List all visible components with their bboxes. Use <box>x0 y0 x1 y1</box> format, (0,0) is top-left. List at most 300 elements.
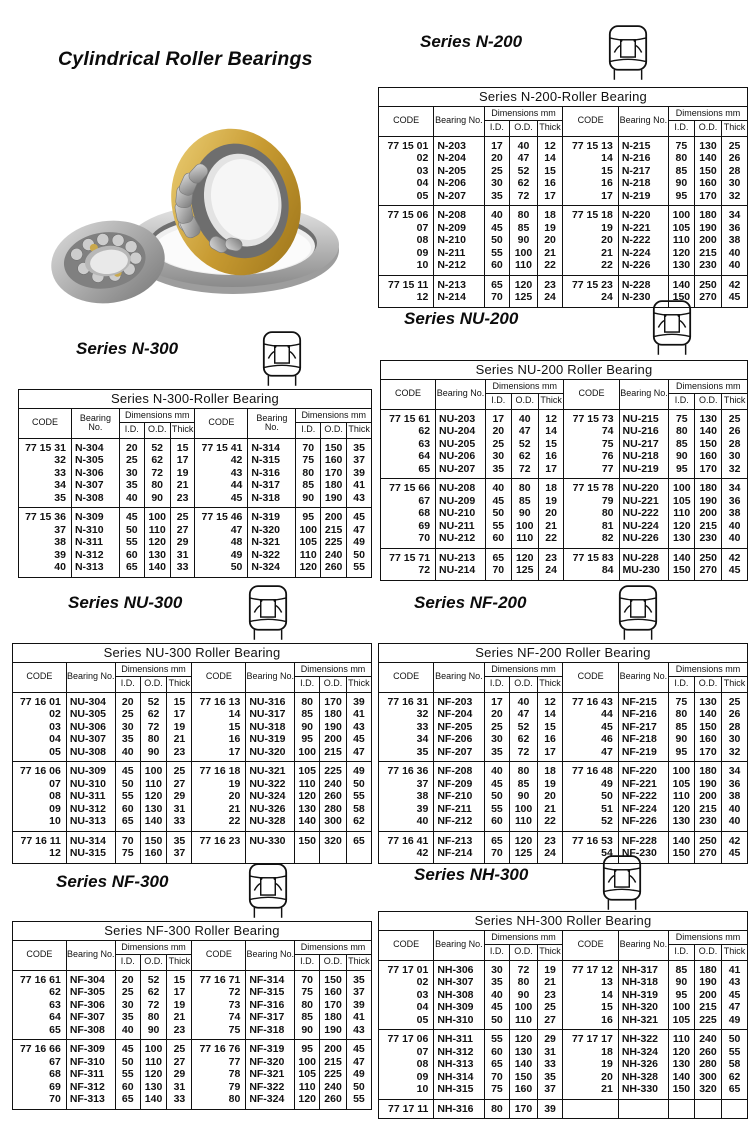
section-title: Series NU-300 <box>68 593 183 612</box>
code-header: CODE <box>192 662 246 692</box>
code-cell: 08 <box>379 234 434 247</box>
table-row <box>13 815 372 831</box>
bearing-no-cell: NU-212 <box>436 532 486 548</box>
od-cell: 125 <box>510 847 537 863</box>
bearing-no-cell: NU-318 <box>246 721 295 734</box>
od-cell: 85 <box>510 222 537 235</box>
bearing-no-cell: NU-314 <box>66 831 115 847</box>
code-cell: 03 <box>379 165 434 178</box>
id-cell: 85 <box>668 721 694 734</box>
od-cell: 150 <box>320 970 347 986</box>
thick-cell: 45 <box>346 733 371 746</box>
bearing-no-header: Bearing No. <box>618 662 668 692</box>
code-cell: 07 <box>379 1046 434 1059</box>
table-row <box>13 847 372 863</box>
thick-cell: 38 <box>722 507 748 520</box>
od-cell: 160 <box>510 1083 537 1099</box>
code-cell: 42 <box>195 454 248 467</box>
bearing-no-cell: NF-209 <box>434 778 484 791</box>
code-cell: 17 <box>563 190 618 206</box>
bearing-cross-section-icon <box>608 24 648 81</box>
table-row <box>379 234 748 247</box>
thick-cell: 65 <box>722 1083 748 1099</box>
id-cell: 35 <box>115 733 140 746</box>
code-cell: 12 <box>13 847 67 863</box>
thick-cell: 35 <box>537 1071 563 1084</box>
id-cell: 80 <box>668 708 694 721</box>
thick-cell: 29 <box>167 790 192 803</box>
thick-cell: 16 <box>537 733 563 746</box>
table-row <box>379 778 748 791</box>
bearing-no-cell: N-312 <box>71 549 119 562</box>
table-row <box>19 479 372 492</box>
id-cell: 20 <box>119 438 144 454</box>
od-cell: 240 <box>320 1081 347 1094</box>
thick-cell: 50 <box>346 1081 371 1094</box>
id-header: I.D. <box>295 955 320 971</box>
id-cell: 100 <box>295 746 320 762</box>
bearing-no-cell: NH-310 <box>434 1014 484 1030</box>
table-row <box>13 733 372 746</box>
table-wrap <box>18 389 372 578</box>
dimensions-header: Dimensions mm <box>485 379 564 394</box>
bearing-no-cell: N-210 <box>434 234 484 247</box>
od-cell: 200 <box>694 234 721 247</box>
od-header: O.D. <box>695 394 722 410</box>
id-cell: 130 <box>668 1058 694 1071</box>
id-cell: 60 <box>484 259 510 275</box>
bearing-no-cell: NF-312 <box>66 1081 115 1094</box>
od-cell: 125 <box>511 564 538 580</box>
code-cell: 45 <box>563 721 618 734</box>
id-cell: 110 <box>669 507 695 520</box>
roller-bearing-table <box>12 921 372 1110</box>
id-cell: 40 <box>484 206 510 222</box>
od-cell: 72 <box>510 960 537 976</box>
thick-cell: 22 <box>537 815 563 831</box>
bearing-no-cell: NF-211 <box>434 803 484 816</box>
table-title: Series N-200-Roller Bearing <box>379 88 748 107</box>
od-cell: 80 <box>140 1011 167 1024</box>
bearing-no-cell: NF-315 <box>246 986 295 999</box>
table-row <box>379 259 748 275</box>
thick-cell: 14 <box>538 425 564 438</box>
od-header: O.D. <box>694 677 721 693</box>
id-cell: 25 <box>484 165 510 178</box>
bearing-no-cell: NF-204 <box>434 708 484 721</box>
code-cell: 77 15 01 <box>379 136 434 152</box>
bearing-cross-section-icon <box>262 330 302 387</box>
bearing-no-cell: NF-308 <box>66 1024 115 1040</box>
bearing-no-cell: NU-217 <box>619 438 669 451</box>
bearing-no-cell: NU-221 <box>619 495 669 508</box>
code-cell: 77 15 71 <box>381 548 436 564</box>
code-cell: 13 <box>563 976 618 989</box>
table-row <box>13 692 372 708</box>
bearing-no-cell: NU-219 <box>619 463 669 479</box>
od-cell: 225 <box>320 1068 347 1081</box>
id-cell: 95 <box>295 733 320 746</box>
bearing-no-cell: NU-330 <box>246 831 295 847</box>
table-row <box>13 831 372 847</box>
od-cell: 215 <box>320 1056 347 1069</box>
bearing-no-cell: N-320 <box>248 524 296 537</box>
code-cell: 77 15 11 <box>379 275 434 291</box>
table-row <box>13 1011 372 1024</box>
thick-cell: 12 <box>538 409 564 425</box>
thick-cell: 55 <box>347 561 372 577</box>
table-row <box>379 960 748 976</box>
od-cell: 150 <box>510 1071 537 1084</box>
od-cell: 150 <box>140 831 167 847</box>
table-row <box>19 438 372 454</box>
id-cell: 130 <box>295 803 320 816</box>
thick-cell: 31 <box>167 1081 192 1094</box>
code-cell: 18 <box>563 1046 618 1059</box>
code-cell: 50 <box>563 790 618 803</box>
od-cell: 120 <box>510 831 537 847</box>
od-cell: 52 <box>510 165 537 178</box>
thick-cell: 43 <box>346 1024 371 1040</box>
thick-cell: 25 <box>167 1040 192 1056</box>
bearing-no-cell: NF-214 <box>434 847 484 863</box>
id-cell: 40 <box>484 762 510 778</box>
table-row <box>13 999 372 1012</box>
code-cell: 77 16 23 <box>192 831 246 847</box>
od-cell: 120 <box>140 1068 167 1081</box>
code-cell: 69 <box>381 520 436 533</box>
id-cell: 100 <box>668 206 694 222</box>
id-cell: 40 <box>115 1024 140 1040</box>
bearing-no-cell: NF-304 <box>66 970 115 986</box>
od-cell: 230 <box>695 532 722 548</box>
code-cell: 77 16 01 <box>13 692 67 708</box>
code-cell: 19 <box>563 1058 618 1071</box>
bearing-no-cell: NH-320 <box>618 1001 668 1014</box>
thick-cell <box>722 1099 748 1119</box>
bearing-no-cell: NU-304 <box>66 692 115 708</box>
thick-cell: 25 <box>170 508 195 524</box>
bearing-no-cell: NU-222 <box>619 507 669 520</box>
code-cell: 72 <box>192 986 246 999</box>
thick-cell: 47 <box>346 1056 371 1069</box>
od-cell: 180 <box>695 479 722 495</box>
table-row <box>13 970 372 986</box>
id-cell: 70 <box>115 831 140 847</box>
code-cell: 52 <box>563 815 618 831</box>
od-cell: 80 <box>140 733 167 746</box>
code-cell: 65 <box>13 1024 67 1040</box>
thick-cell: 39 <box>537 1099 563 1119</box>
thick-cell: 41 <box>347 479 372 492</box>
code-cell: 80 <box>564 507 619 520</box>
code-cell: 16 <box>563 1014 618 1030</box>
thick-cell: 22 <box>538 532 564 548</box>
thick-cell: 40 <box>722 815 748 831</box>
thick-cell: 24 <box>538 564 564 580</box>
thick-cell: 33 <box>537 1058 563 1071</box>
bearing-no-cell: NF-314 <box>246 970 295 986</box>
thick-cell: 34 <box>722 479 748 495</box>
code-header: CODE <box>13 662 67 692</box>
code-cell: 20 <box>563 1071 618 1084</box>
dimensions-header: Dimensions mm <box>484 930 563 945</box>
table-row <box>13 1081 372 1094</box>
id-header: I.D. <box>484 945 510 961</box>
bearing-cross-section-icon <box>652 299 692 356</box>
code-cell: 79 <box>564 495 619 508</box>
thick-cell: 28 <box>722 438 748 451</box>
code-cell: 77 16 71 <box>192 970 246 986</box>
code-cell: 72 <box>381 564 436 580</box>
od-cell: 120 <box>510 1030 537 1046</box>
thick-cell: 23 <box>170 492 195 508</box>
thick-cell: 20 <box>538 507 564 520</box>
thick-cell: 50 <box>346 778 371 791</box>
id-header: I.D. <box>485 394 511 410</box>
bearing-no-cell: NF-205 <box>434 721 484 734</box>
thick-cell: 36 <box>722 222 748 235</box>
table-row <box>13 986 372 999</box>
code-cell: 77 17 06 <box>379 1030 434 1046</box>
thick-cell: 37 <box>167 847 192 863</box>
id-cell: 45 <box>115 762 140 778</box>
id-cell: 35 <box>484 190 510 206</box>
thick-cell: 26 <box>722 708 748 721</box>
code-cell: 49 <box>195 549 248 562</box>
thick-cell: 17 <box>167 986 192 999</box>
od-cell: 80 <box>510 206 537 222</box>
table-row <box>381 495 748 508</box>
od-cell: 240 <box>320 778 347 791</box>
id-cell: 35 <box>485 463 511 479</box>
od-cell: 47 <box>510 708 537 721</box>
bearing-no-cell: NU-319 <box>246 733 295 746</box>
dimensions-header: Dimensions mm <box>484 106 563 121</box>
thick-cell: 17 <box>538 463 564 479</box>
od-cell: 190 <box>695 495 722 508</box>
code-cell: 33 <box>379 721 434 734</box>
id-cell: 55 <box>485 520 511 533</box>
thick-cell: 19 <box>537 778 563 791</box>
thick-cell: 24 <box>537 291 563 307</box>
code-cell: 09 <box>379 1071 434 1084</box>
thick-cell: 50 <box>347 549 372 562</box>
od-cell: 190 <box>321 492 347 508</box>
section-title: Series N-200 <box>420 32 523 51</box>
id-cell: 55 <box>115 1068 140 1081</box>
code-cell: 77 16 36 <box>379 762 434 778</box>
bearing-no-cell: NF-218 <box>618 733 668 746</box>
id-cell: 17 <box>484 136 510 152</box>
id-header: I.D. <box>484 677 510 693</box>
thick-cell: 34 <box>722 206 748 222</box>
id-cell: 25 <box>119 454 144 467</box>
code-cell: 15 <box>192 721 246 734</box>
code-header: CODE <box>381 379 436 409</box>
od-cell: 120 <box>510 275 537 291</box>
id-cell: 140 <box>668 831 694 847</box>
thick-header: Thick <box>346 955 371 971</box>
id-cell: 25 <box>115 708 140 721</box>
dimensions-header: Dimensions mm <box>484 662 563 677</box>
thick-cell: 21 <box>167 1011 192 1024</box>
table-row <box>13 762 372 778</box>
dimensions-header: Dimensions mm <box>669 379 748 394</box>
code-cell: 77 15 18 <box>563 206 618 222</box>
od-cell: 52 <box>140 692 167 708</box>
id-cell: 25 <box>484 721 510 734</box>
thick-cell: 47 <box>722 1001 748 1014</box>
table-row <box>19 492 372 508</box>
od-cell: 200 <box>320 733 347 746</box>
id-cell: 80 <box>668 152 694 165</box>
od-cell: 170 <box>320 999 347 1012</box>
id-cell: 75 <box>295 986 320 999</box>
id-cell: 30 <box>485 450 511 463</box>
bearing-no-cell: NF-309 <box>66 1040 115 1056</box>
dimensions-header: Dimensions mm <box>668 106 747 121</box>
bearing-no-cell: NU-317 <box>246 708 295 721</box>
code-cell: 09 <box>379 247 434 260</box>
id-cell: 75 <box>115 847 140 863</box>
thick-cell: 18 <box>537 206 563 222</box>
od-cell: 190 <box>694 222 721 235</box>
thick-header: Thick <box>167 677 192 693</box>
code-cell: 70 <box>13 1093 67 1109</box>
od-cell: 225 <box>320 762 347 778</box>
code-cell: 14 <box>192 708 246 721</box>
thick-cell: 55 <box>346 1093 371 1109</box>
od-cell: 52 <box>144 438 170 454</box>
bearing-no-cell: NH-307 <box>434 976 484 989</box>
id-cell: 30 <box>484 177 510 190</box>
id-cell: 25 <box>485 438 511 451</box>
id-cell: 140 <box>668 275 694 291</box>
bearing-no-cell: N-317 <box>248 479 296 492</box>
bearing-cross-section-icon <box>248 862 288 924</box>
table-title: Series NU-300 Roller Bearing <box>13 644 372 663</box>
code-cell: 77 16 41 <box>379 831 434 847</box>
bearing-no-cell: NH-306 <box>434 960 484 976</box>
id-cell: 65 <box>115 1093 140 1109</box>
od-cell: 100 <box>510 1001 537 1014</box>
bearing-no-cell: N-206 <box>434 177 484 190</box>
id-cell: 95 <box>668 989 694 1002</box>
thick-cell: 23 <box>537 989 563 1002</box>
od-cell: 270 <box>695 564 722 580</box>
id-cell: 90 <box>296 492 321 508</box>
bearing-no-cell: NF-208 <box>434 762 484 778</box>
od-cell: 100 <box>140 1040 167 1056</box>
thick-cell: 25 <box>537 1001 563 1014</box>
code-cell: 77 15 13 <box>563 136 618 152</box>
od-cell: 80 <box>510 976 537 989</box>
bearing-no-cell: N-305 <box>71 454 119 467</box>
bearing-no-header: Bearing No. <box>619 379 669 409</box>
bearing-no-cell: NF-224 <box>618 803 668 816</box>
bearing-no-cell: NF-320 <box>246 1056 295 1069</box>
bearing-no-cell: NU-204 <box>436 425 486 438</box>
od-cell: 62 <box>140 986 167 999</box>
thick-cell: 30 <box>722 450 748 463</box>
thick-cell: 14 <box>537 152 563 165</box>
code-header: CODE <box>564 379 619 409</box>
id-cell: 50 <box>484 790 510 803</box>
od-header: O.D. <box>144 423 170 439</box>
bearing-no-cell: MU-230 <box>619 564 669 580</box>
thick-cell: 25 <box>722 136 748 152</box>
bearing-no-cell: N-207 <box>434 190 484 206</box>
table-row <box>379 1071 748 1084</box>
table-row <box>19 524 372 537</box>
thick-cell: 25 <box>722 692 748 708</box>
id-cell: 90 <box>295 721 320 734</box>
id-cell: 35 <box>484 746 510 762</box>
od-cell: 190 <box>320 721 347 734</box>
thick-cell: 23 <box>537 275 563 291</box>
od-cell: 200 <box>320 1040 347 1056</box>
id-header: I.D. <box>668 121 694 137</box>
id-cell: 55 <box>484 803 510 816</box>
bearing-cross-section-icon <box>248 584 288 641</box>
id-cell: 150 <box>668 291 694 307</box>
code-cell: 16 <box>563 177 618 190</box>
code-cell: 46 <box>563 733 618 746</box>
od-cell: 300 <box>320 815 347 831</box>
table-title: Series NF-200 Roller Bearing <box>379 644 748 663</box>
od-header: O.D. <box>694 121 721 137</box>
od-cell: 170 <box>321 467 347 480</box>
bearing-no-header: Bearing No. <box>434 106 484 136</box>
od-cell: 72 <box>144 467 170 480</box>
table-row <box>381 532 748 548</box>
id-cell: 65 <box>115 815 140 831</box>
thick-cell: 38 <box>722 234 748 247</box>
od-cell: 62 <box>144 454 170 467</box>
code-cell: 44 <box>563 708 618 721</box>
od-cell: 130 <box>140 1081 167 1094</box>
bearing-no-cell: N-321 <box>248 536 296 549</box>
id-cell: 30 <box>119 467 144 480</box>
thick-cell: 19 <box>537 222 563 235</box>
id-cell: 80 <box>484 1099 510 1119</box>
od-cell: 90 <box>511 507 538 520</box>
bearing-no-cell: N-311 <box>71 536 119 549</box>
thick-header: Thick <box>722 945 748 961</box>
thick-cell: 35 <box>346 970 371 986</box>
thick-cell <box>346 847 371 863</box>
code-cell: 45 <box>195 492 248 508</box>
code-cell: 15 <box>563 1001 618 1014</box>
code-cell: 69 <box>13 1081 67 1094</box>
bearing-no-cell: N-217 <box>618 165 668 178</box>
bearing-no-cell: NF-230 <box>618 847 668 863</box>
thick-cell: 30 <box>722 733 748 746</box>
section-title: Series NF-200 <box>414 593 527 612</box>
table-row <box>379 790 748 803</box>
id-cell: 55 <box>484 1030 510 1046</box>
od-cell: 280 <box>320 803 347 816</box>
table-title: Series N-300-Roller Bearing <box>19 390 372 409</box>
thick-header: Thick <box>167 955 192 971</box>
table-row <box>19 536 372 549</box>
table-row <box>379 1058 748 1071</box>
thick-cell: 39 <box>346 692 371 708</box>
code-cell: 38 <box>379 790 434 803</box>
table-row <box>381 520 748 533</box>
code-cell: 21 <box>563 1083 618 1099</box>
